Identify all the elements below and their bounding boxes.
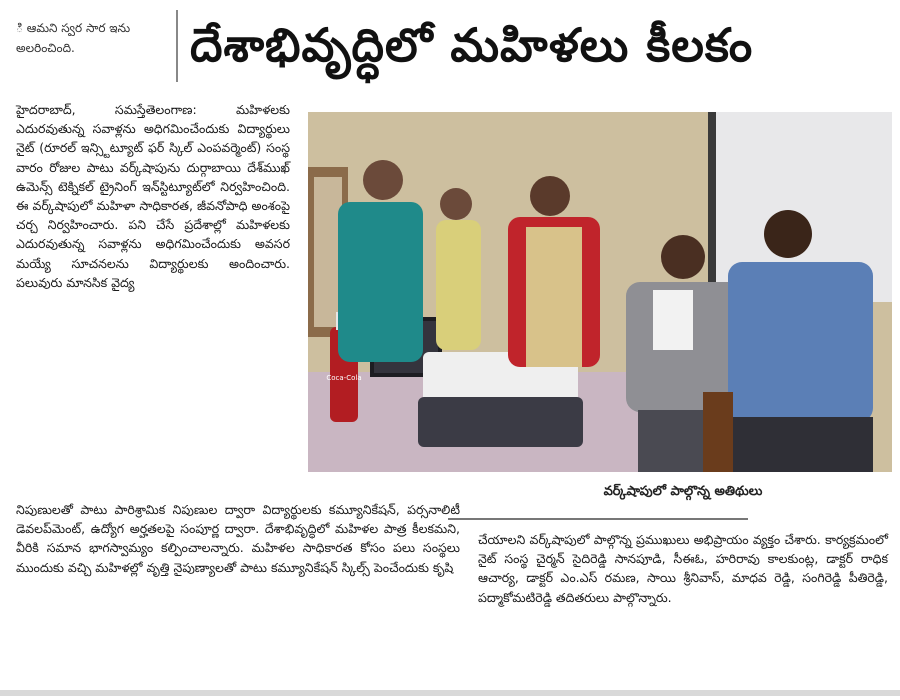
- photo-person-5: [728, 262, 873, 422]
- article-body-right-column: చేయాలని వర్క్‌షాపులో పాల్గొన్న ప్రముఖులు అభిప్రాయం వ్యక్తం చేశారు. కార్యక్రమంలో నైట్ సంస్థ చైర్మన్ సైదిరెడ్డి సానపూడి, సీఈఓ, హరిరావు కాలకుంట్ల, డాక్టర్ రాధిక ఆచార్య, డాక్టర్ ఎం.ఎస్ రమణ, సాయి శ్రీనివాస్, మాధవ రెడ్డి, సంగిరెడ్డి పీతిరెడ్డి, పద్మాకోమటిరెడ్డి తదితరులు పాల్గొన్నారు.: [478, 532, 888, 605]
- article-body-column: హైదరాబాద్, సమస్తేతెలంగాణ: మహిళలకు ఎదురవుతున్న సవాళ్లను అధిగమించేందుకు విద్యార్థులు నైట్ (రూరల్ ఇన్స్టిట్యూట్ ఫర్ స్కిల్ ఎంపవర్మెంట్) సంస్థ వారం రోజుల పాటు వర్క్‌షాపును దుర్గాబాయి దేశ్‌ముఖ్ ఉమెన్స్ టెక్నికల్ ట్రైనింగ్ ఇన్‌స్టిట్యూట్‌లో నిర్వహించింది. ఈ వర్క్‌షాపులో మహిళా సాధికారత, జీవనోపాధి అంశంపై చర్చ నిర్వహించారు. పని చేసే ప్రదేశాల్లో మహిళలకు ఎదురవుతున్న సవాళ్లను అధిగమించేందుకు అవసర మయ్యే సూచనలను విద్యార్థులకు అందించారు. పలువురు మానసిక వైద్య: [16, 102, 290, 290]
- photo-bottle-label: Coca-Cola: [326, 374, 362, 382]
- photo-person-1-head: [363, 160, 403, 200]
- photo-caption: వర్క్‌షాపులో పాల్గొన్న అతిథులు: [603, 484, 763, 499]
- headline: దేశాభివృద్ధిలో మహిళలు కీలకం: [190, 18, 754, 72]
- bottom-border: [0, 690, 900, 696]
- photo-person-1: [338, 202, 423, 362]
- article-body-continued: నిపుణులతో పాటు పారిశ్రామిక నిపుణుల ద్వారా విద్యార్థులకు కమ్యూనికేషన్, పర్సనాలిటీ డెవలప్‌మెంట్, ఉద్యోగ అర్హతలపై సంపూర్ణ ద్వారా. దేశాభివృద్ధిలో మహిళల పాత్ర కీలకమని, వీరికి సమాన భాగస్వామ్యం కల్పించాలన్నారు. మహిళల సాధికారత కోసం పలు సంస్థలు ముందుకు వచ్చి మహిళల్లో వృత్తి నైపుణ్యాలతో పాటు కమ్యూనికేషన్ స్కిల్స్ పెంచేందుకు కృషి: [16, 502, 460, 575]
- news-photo: [308, 112, 892, 472]
- column-divider: [176, 10, 178, 82]
- photo-person-2: [436, 220, 481, 350]
- teaser-snippet: ి ఆమని స్వర సార ఇను అలరించింది.: [16, 21, 131, 55]
- caption-underline: [448, 518, 748, 520]
